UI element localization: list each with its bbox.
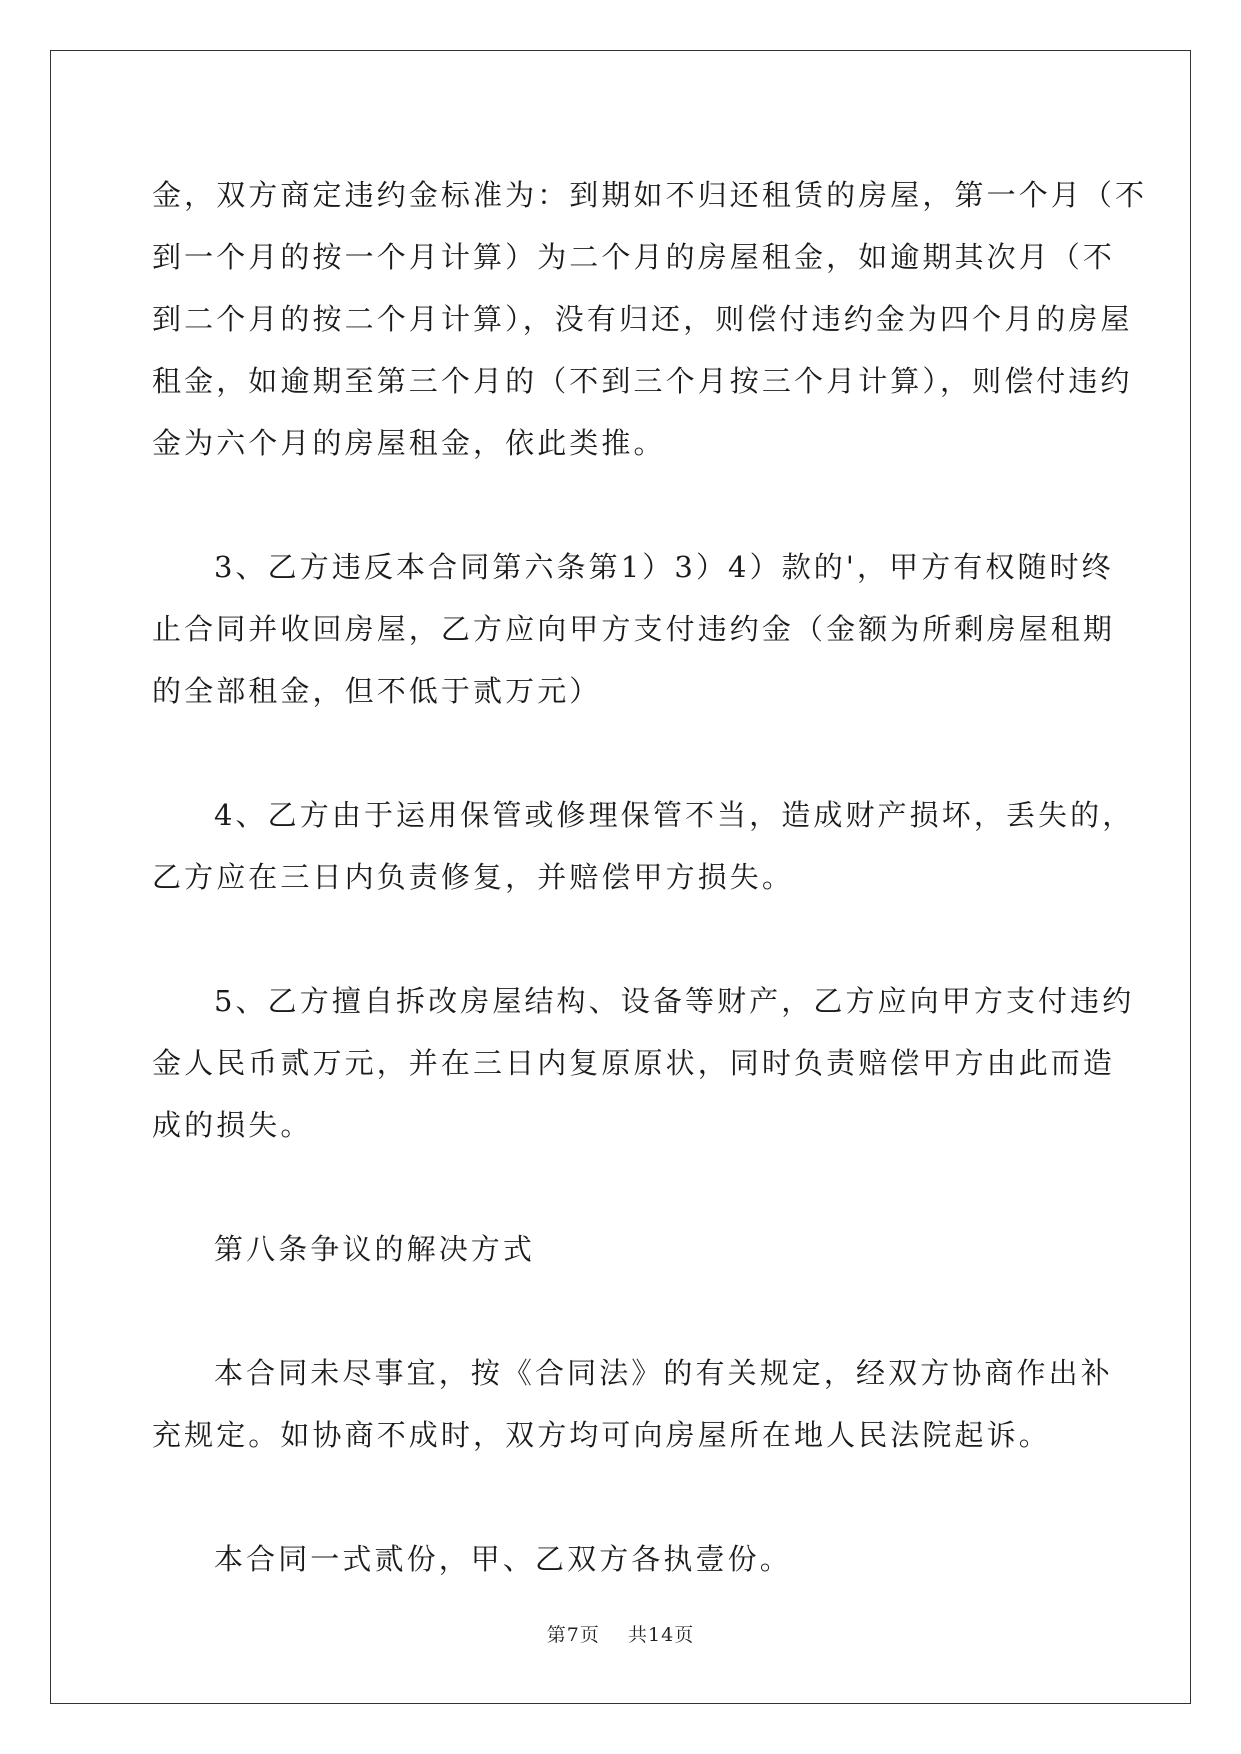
paragraph-gap [152, 1466, 1090, 1528]
text-line: 金人民币贰万元，并在三日内复原原状，同时负责赔偿甲方由此而造 [152, 1046, 1116, 1080]
paragraph-clause-3 [152, 536, 1116, 722]
paragraph-clause-5 [152, 970, 1135, 1156]
paragraph-dispute-resolution [152, 1342, 1113, 1466]
text-line: 金为六个月的房屋租金，依此类推。 [152, 426, 666, 460]
paragraph-clause-4 [152, 784, 1135, 908]
page-footer [0, 1620, 1241, 1647]
paragraph-gap [152, 1280, 1090, 1342]
text-line: 金，双方商定违约金标准为：到期如不归还租赁的房屋，第一个月（不 [152, 178, 1148, 212]
text-line: 租金，如逾期至第三个月的（不到三个月按三个月计算），则偿付违约 [152, 364, 1133, 398]
section-heading-article-8 [152, 1218, 1090, 1280]
page-number: 第7页 [546, 1624, 600, 1646]
text-line: 乙方应在三日内负责修复，并赔偿甲方损失。 [152, 860, 795, 894]
text-line: 本合同一式贰份，甲、乙双方各执壹份。 [214, 1542, 792, 1576]
paragraph-gap [152, 908, 1090, 970]
text-line: 到一个月的按一个月计算）为二个月的房屋租金，如逾期其次月（不 [152, 240, 1116, 274]
paragraph-penalty-standard [152, 164, 1148, 474]
text-line: 3、乙方违反本合同第六条第1）3）4）款的'，甲方有权随时终 [214, 550, 1114, 584]
text-line: 的全部租金，但不低于贰万元） [152, 674, 602, 708]
text-line: 本合同未尽事宜，按《合同法》的有关规定，经双方协商作出补 [214, 1356, 1113, 1390]
text-line: 第八条争议的解决方式 [214, 1232, 536, 1266]
paragraph-copies [152, 1528, 1090, 1590]
text-line: 5、乙方擅自拆改房屋结构、设备等财产，乙方应向甲方支付违约 [214, 984, 1135, 1018]
text-line: 止合同并收回房屋，乙方应向甲方支付违约金（金额为所剩房屋租期 [152, 612, 1116, 646]
text-line: 到二个月的按二个月计算），没有归还，则偿付违约金为四个月的房屋 [152, 302, 1133, 336]
text-line: 充规定。如协商不成时，双方均可向房屋所在地人民法院起诉。 [152, 1418, 1051, 1452]
paragraph-gap [152, 1156, 1090, 1218]
paragraph-gap [152, 474, 1090, 536]
text-line: 成的损失。 [152, 1108, 313, 1142]
document-body [152, 164, 1148, 1590]
text-line: 4、乙方由于运用保管或修理保管不当，造成财产损坏，丢失的， [214, 798, 1135, 832]
page-total: 共14页 [628, 1624, 695, 1646]
paragraph-gap [152, 722, 1090, 784]
